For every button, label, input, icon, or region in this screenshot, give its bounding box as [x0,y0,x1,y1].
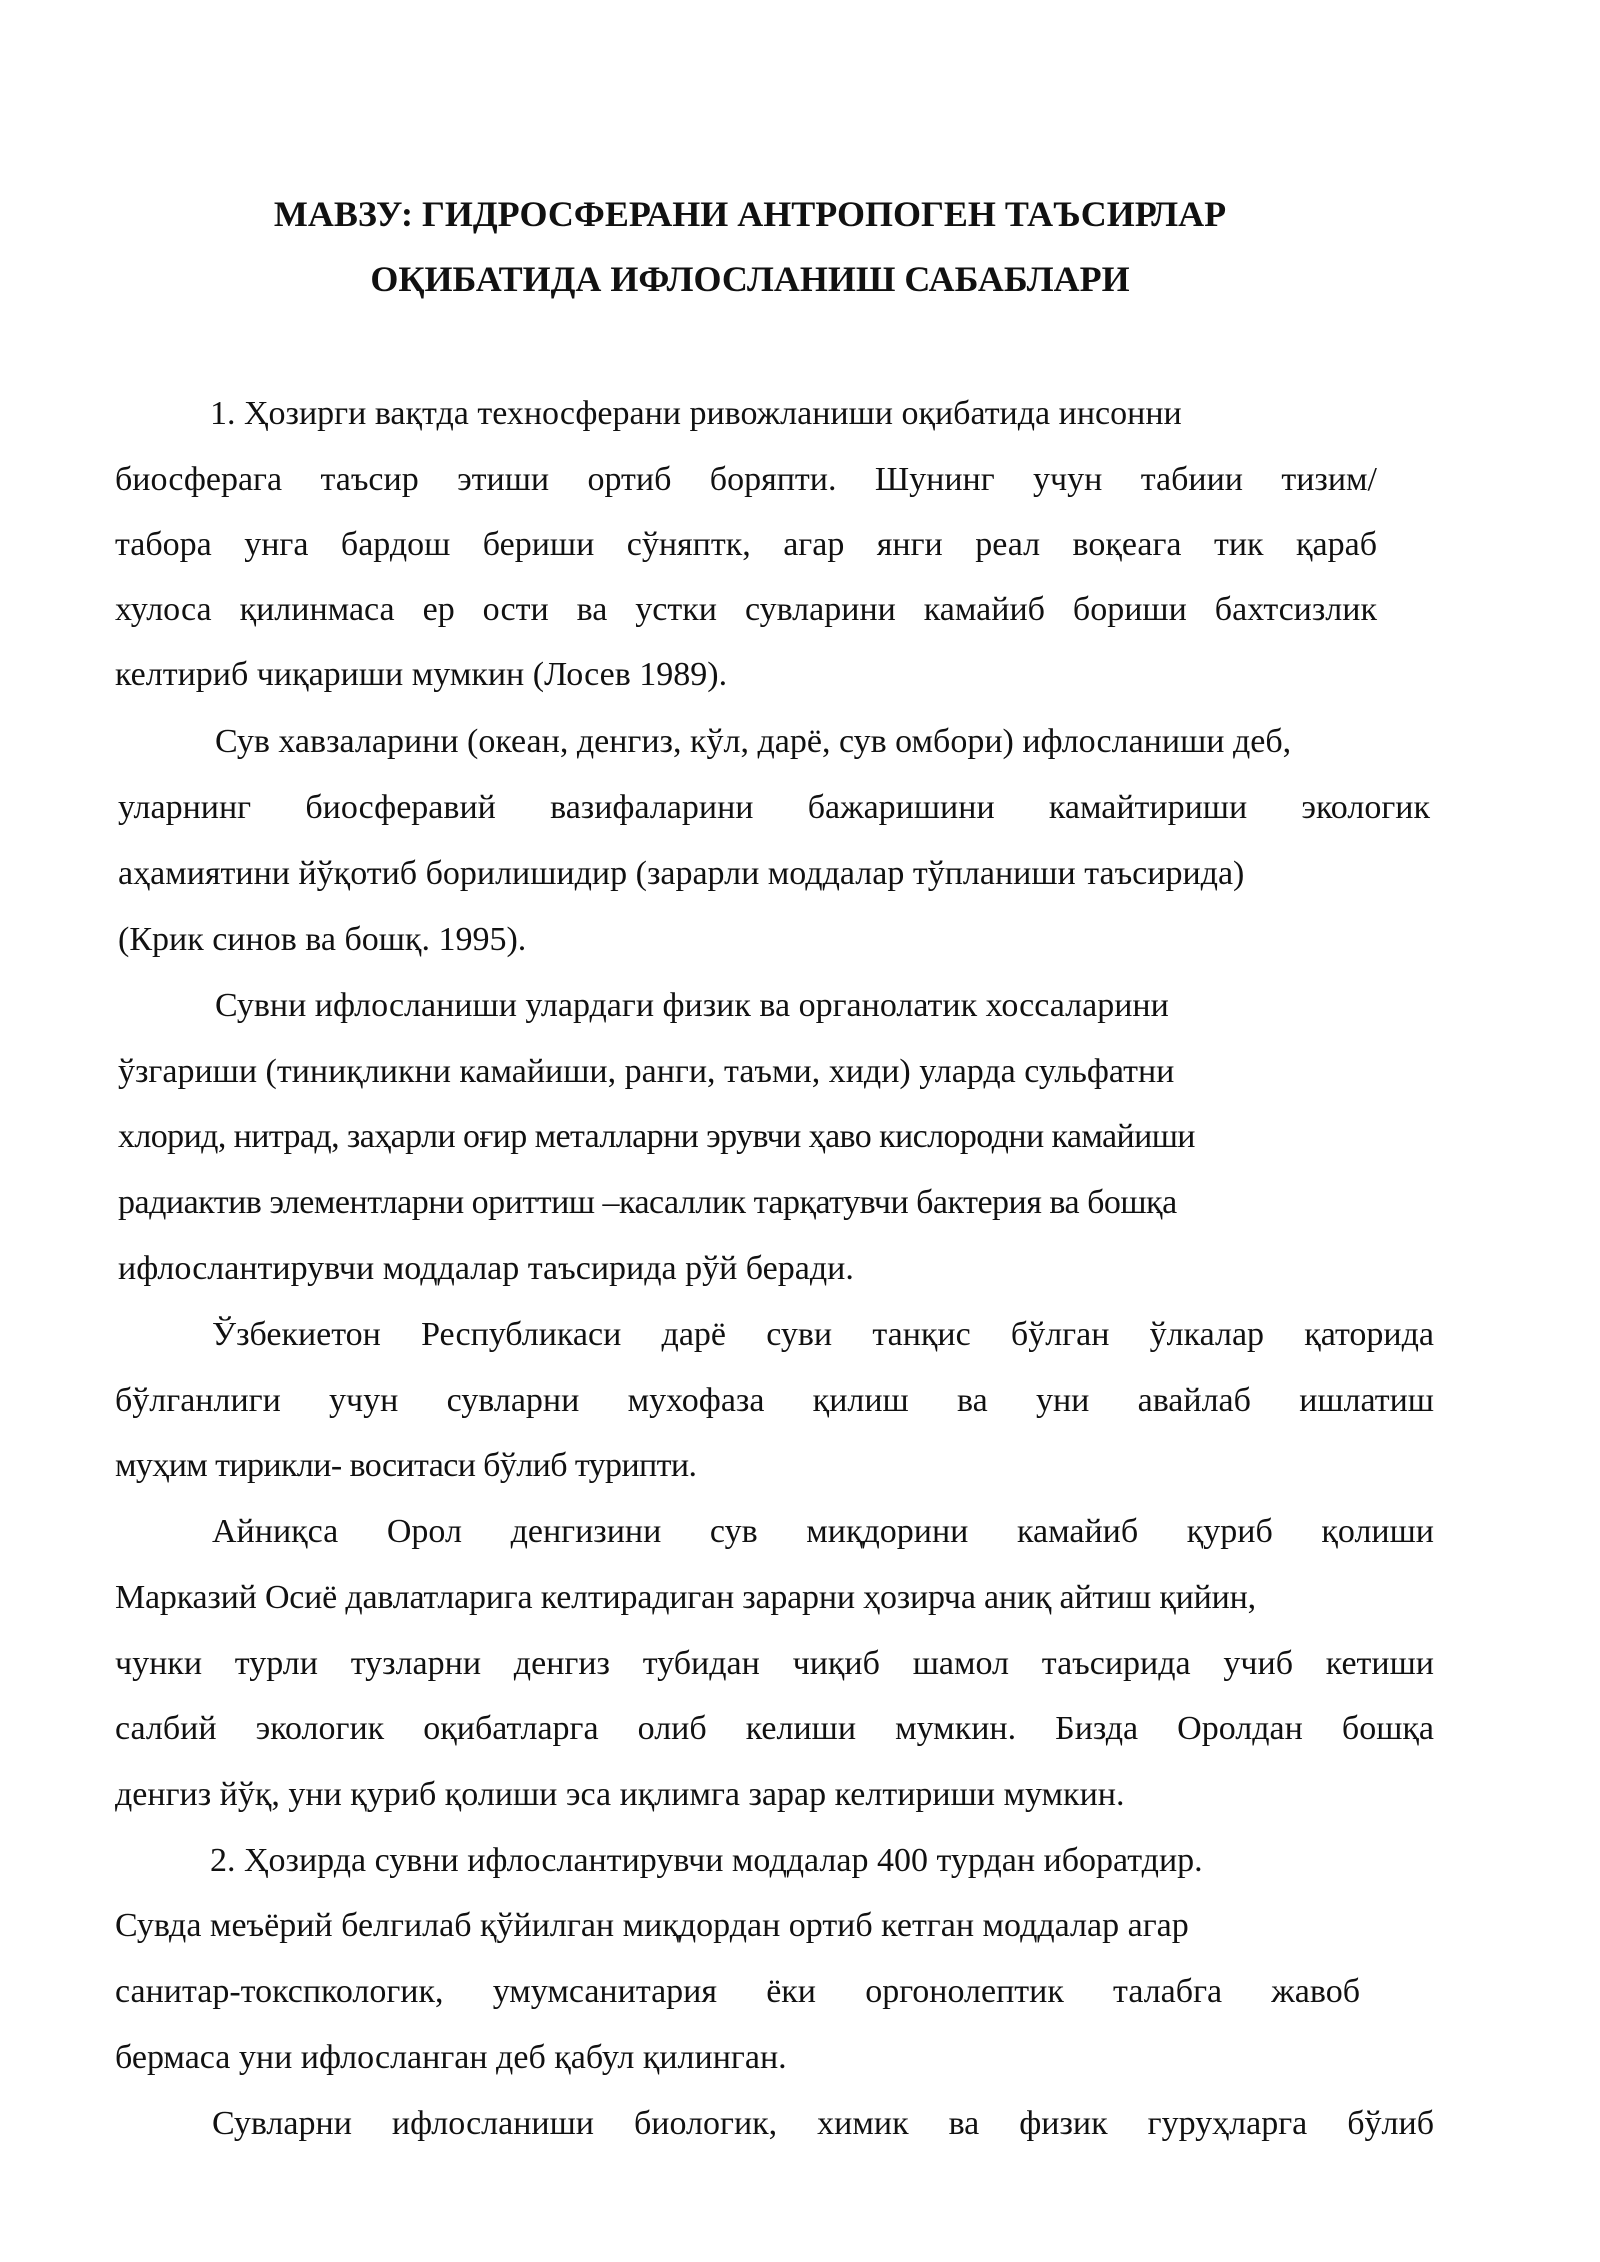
paragraph-line: Сувда меъёрий белгилаб қўйилган миқдордан ортиб кетган моддалар агар [115,1907,1189,1944]
paragraph-line: уларнинг биосферавий вазифаларини бажаришини камайтириши экологик [118,789,1430,826]
paragraph-line: бўлганлиги учун сувларни мухофаза қилиш ва уни авайлаб ишлатиш [115,1382,1434,1419]
paragraph-line: хлорид, нитрад, заҳарли оғир металларни эрувчи ҳаво кислородни камайиши [118,1118,1195,1155]
paragraph-line: Айниқса Орол денгизини сув миқдорини камайиб қуриб қолиши [212,1513,1434,1550]
paragraph-line: хулоса қилинмаса ер ости ва устки сувларини камайиб бориши бахтсизлик [115,591,1377,628]
paragraph-line: Сувни ифлосланиши улардаги физик ва органолатик хоссаларини [215,987,1169,1024]
paragraph-line: келтириб чиқариши мумкин (Лосев 1989). [115,656,728,693]
paragraph-line: денгиз йўқ, уни қуриб қолиши эса иқлимга зарар келтириши мумкин. [115,1776,1125,1813]
paragraph-line: 2. Ҳозирда сувни ифлослантирувчи моддалар 400 турдан иборатдир. [210,1842,1203,1879]
paragraph-line: радиактив элементларни ориттиш –касаллик тарқатувчи бактерия ва бошқа [118,1184,1177,1221]
paragraph-line: биосферага таъсир этиши ортиб боряпти. Шунинг учун табиии тизим/ [115,461,1377,498]
paragraph-line: Ўзбекиетон Республикаси дарё суви танқис бўлган ўлкалар қаторида [212,1316,1434,1353]
paragraph-line: муҳим тирикли- воситаси бўлиб турипти. [115,1447,697,1484]
paragraph-line: санитар-токспкологик, умумсанитария ёки оргонолептик талабга жавоб [115,1973,1360,2010]
paragraph-line: Сув хавзаларини (океан, денгиз, кўл, дарё, сув омбори) ифлосланиши деб, [215,723,1292,760]
paragraph-line: Сувларни ифлосланиши биологик, химик ва физик гуруҳларга бўлиб [212,2105,1434,2142]
paragraph-line: (Крик синов ва бошқ. 1995). [118,921,527,958]
paragraph-line: аҳамиятини йўқотиб борилишидир (зарарли моддалар тўпланиши таъсирида) [118,855,1245,892]
paragraph-line: салбий экологик оқибатларга олиб келиши мумкин. Бизда Оролдан бошқа [115,1710,1434,1747]
title-line-1: МАВЗУ: ГИДРОСФЕРАНИ АНТРОПОГЕН ТАЪСИРЛАР [273,194,1227,234]
paragraph-line: ўзгариши (тиниқликни камайиши, ранги, таъми, хиди) уларда сульфатни [118,1053,1175,1090]
paragraph-line: ифлослантирувчи моддалар таъсирида рўй беради. [118,1250,854,1287]
paragraph-line: 1. Ҳозирги вақтда техносферани ривожланиши оқибатида инсонни [210,395,1182,432]
paragraph-line: чунки турли тузларни денгиз тубидан чиқиб шамол таъсирида учиб кетиши [115,1645,1434,1682]
paragraph-line: табора унга бардош бериши сўняптк, агар янги реал воқеага тик қараб [115,526,1377,563]
paragraph-line: Марказий Осиё давлатларига келтирадиган зарарни ҳозирча аниқ айтиш қийин, [115,1579,1256,1616]
paragraph-line: бермаса уни ифлосланган деб қабул қилинган. [115,2039,787,2076]
title-line-2: ОҚИБАТИДА ИФЛОСЛАНИШ САБАБЛАРИ [370,259,1130,299]
